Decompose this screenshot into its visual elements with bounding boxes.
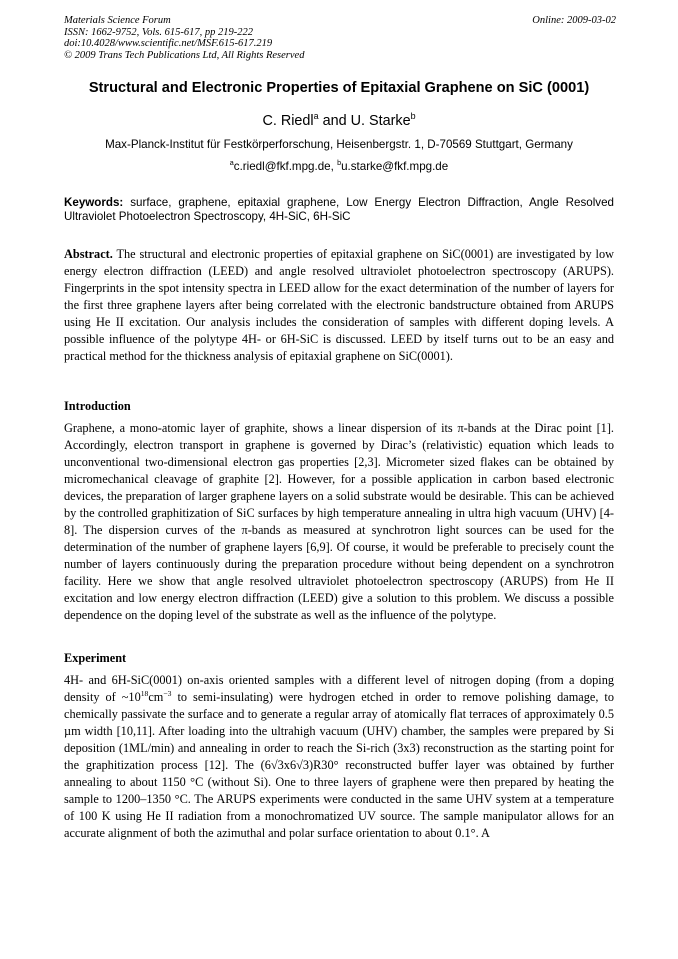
- experiment-text-cm: cm: [148, 690, 164, 704]
- email-line: [40, 160, 638, 173]
- abstract-text: The structural and electronic properties of epitaxial graphene on SiC(0001) are investigated by low energy electron diffraction (LEED) and angle resolved ultraviolet photoelectron spectroscopy (ARUPS). Fingerprints in the spot intensity spectra in LEED allow for the exact determination of the number of layers for the first three graphene layers after being correlated with the electronic bandstructure obtained from ARUPS using He II excitation. Our analysis includes the consideration of samples with different doping levels. A possible influence of the polytype 4H- or 6H-SiC is discussed. LEED by itself turns out to be an easy and practical method for the thickness analysis of epitaxial graphene on SiC(0001).: [64, 247, 614, 363]
- experiment-heading: Experiment: [64, 651, 127, 665]
- author-conjunction: and: [318, 113, 351, 129]
- journal-name: Materials Science Forum: [64, 15, 171, 26]
- introduction-heading: Introduction: [64, 399, 131, 413]
- experiment-text: [64, 672, 614, 842]
- email-a-sup: a: [229, 158, 234, 168]
- experiment-text-post: to semi-insulating) were hydrogen etched in order to remove polishing damage, to chemically passivate the surface and to generate a regular array of atomically flat terraces of approximately 0.5 µm width [10,11]. After loading into the ultrahigh vacuum (UHV) chamber, the samples were prepared by Si deposition (1ML/min) and annealing in order to reach the Si-rich (3x3) reconstruction as the starting point for the graphitization process [12]. The (6√3x6√3)R30° reconstructed buffer layer was obtained by further annealing to about 1150 °C (without Si). One to three layers of graphene were then prepared by heating the sample to 1200–1350 °C. The ARUPS experiments were conducted in the same UHV system at a temperature of 100 K using He II radiation from a monochromatized UV source. The sample manipulator allows for an accurate alignment of both the azimuthal and polar surface orientation to about 0.1°. A: [64, 690, 614, 840]
- keywords-label: Keywords:: [64, 196, 124, 209]
- experiment-text-pre: 4H- and 6H-SiC(0001) on-axis oriented samples with a different level of nitrogen doping (from a doping density of ~10: [64, 673, 614, 704]
- abstract-label: Abstract.: [64, 247, 113, 261]
- author-riedl: C. Riedl: [262, 113, 314, 129]
- email-a: c.riedl@fkf.mpg.de,: [233, 160, 338, 173]
- keywords: [64, 196, 614, 224]
- journal-header: [64, 15, 616, 61]
- email-b: u.starke@fkf.mpg.de: [341, 160, 449, 173]
- author-riedl-sup: a: [313, 111, 319, 122]
- online-date: Online: 2009-03-02: [532, 15, 616, 26]
- abstract: [64, 246, 614, 365]
- experiment-sup-minus3: −3: [163, 688, 172, 698]
- author-starke: U. Starke: [350, 113, 411, 129]
- author-starke-sup: b: [410, 111, 416, 122]
- email-b-sup: b: [337, 158, 342, 168]
- issn-line: ISSN: 1662-9752, Vols. 615-617, pp 219-222: [64, 26, 253, 38]
- introduction-text: Graphene, a mono-atomic layer of graphite, shows a linear dispersion of its π-bands at the Dirac point [1]. Accordingly, electron transport in graphene is governed by Dirac’s (relativistic) equation which leads to unconventional two-dimensional electron gas properties [2,3]. Micrometer sized flakes can be obtained by micromechanical cleavage of graphite [2]. However, for a possible application in carbon based electronic devices, the preparation of larger graphene layers on a solid substrate would be desirable. This can be achieved by the controlled graphitization of SiC surfaces by high temperature annealing in ultra high vacuum (UHV) [4-8]. The dispersion curves of the π-bands as measured at synchrotron light sources can be used for the determination of the number of graphene layers [6,9]. Of course, it would be preferable to precisely count the number of layers continuously during the preparation procedure without being dependent on a synchrotron facility. Here we show that angle resolved ultraviolet photoelectron spectroscopy (ARUPS) from He II excitation and low energy electron diffraction (LEED) give a solution to this problem. We discuss a possible dependence on the doping level of the substrate as well as the influence of the polytype.: [64, 421, 614, 622]
- author-line: [40, 113, 638, 129]
- affiliation: Max-Planck-Institut für Festkörperforschung, Heisenbergstr. 1, D-70569 Stuttgart, Germany: [105, 138, 573, 151]
- experiment-sup-18: 18: [140, 688, 149, 698]
- copyright-line: © 2009 Trans Tech Publications Ltd, All Rights Reserved: [64, 49, 305, 61]
- paper-title: Structural and Electronic Properties of Epitaxial Graphene on SiC (0001): [88, 80, 590, 96]
- keywords-text: surface, graphene, epitaxial graphene, Low Energy Electron Diffraction, Angle Resolved Ultraviolet Photoelectron Spectroscopy, 4H-SiC, 6H-SiC: [64, 196, 614, 223]
- doi-line: doi:10.4028/www.scientific.net/MSF.615-617.219: [64, 38, 273, 50]
